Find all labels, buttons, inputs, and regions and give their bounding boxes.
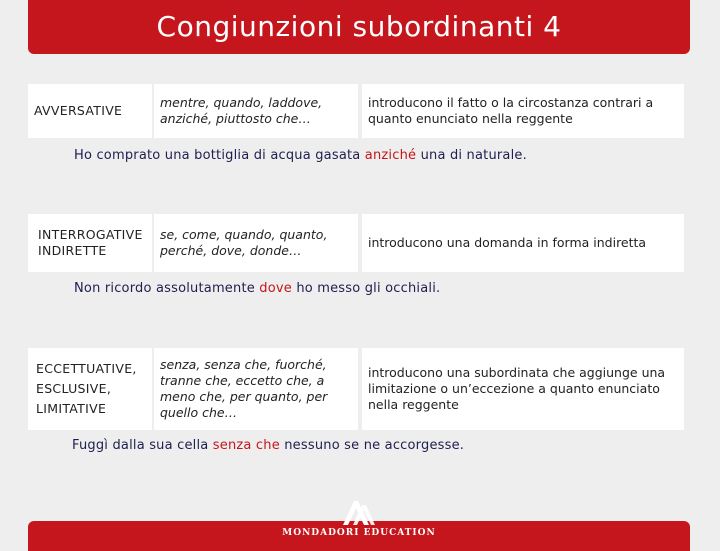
description-interrogative-indirette: introducono una domanda in forma indiretta [362,214,684,272]
example-text-before: Fuggì dalla sua cella [72,438,213,453]
category-interrogative-indirette: INTERROGATIVE INDIRETTE [28,214,152,272]
mondadori-logo-icon [339,499,379,525]
conjunctions-avversative: mentre, quando, laddove, anziché, piuttosto che… [154,84,358,138]
footer-bar [28,521,690,551]
title-bar [28,0,690,54]
brand-name: MONDADORI EDUCATION [282,528,436,538]
example-highlight: senza che [212,438,280,453]
example-text-before: Ho comprato una bottiglia di acqua gasata [74,148,365,163]
example-sentence-interrogative [74,281,440,296]
example-sentence-eccettuative [72,438,464,453]
example-text-before: Non ricordo assolutamente [74,281,260,296]
example-text-after: nessuno se ne accorgesse. [279,438,465,453]
example-text-after: una di naturale. [416,148,527,163]
example-highlight: anziché [364,148,417,163]
conjunctions-interrogative-indirette: se, come, quando, quanto, perché, dove, donde… [154,214,358,272]
category-avversative: AVVERSATIVE [28,84,152,138]
example-text-after: ho messo gli occhiali. [291,281,441,296]
conjunctions-eccettuative: senza, senza che, fuorché, tranne che, eccetto che, a meno che, per quanto, per quello che… [154,348,358,430]
example-sentence-avversative [74,148,527,163]
page-title: Congiunzioni subordinanti 4 [156,10,562,43]
example-highlight: dove [259,281,292,296]
description-eccettuative: introducono una subordinata che aggiunge una limitazione o un’eccezione a quanto enunciato nella reggente [362,348,684,430]
description-avversative: introducono il fatto o la circostanza contrari a quanto enunciato nella reggente [362,84,684,138]
category-eccettuative: ECCETTUATIVE, ESCLUSIVE, LIMITATIVE [28,348,152,430]
